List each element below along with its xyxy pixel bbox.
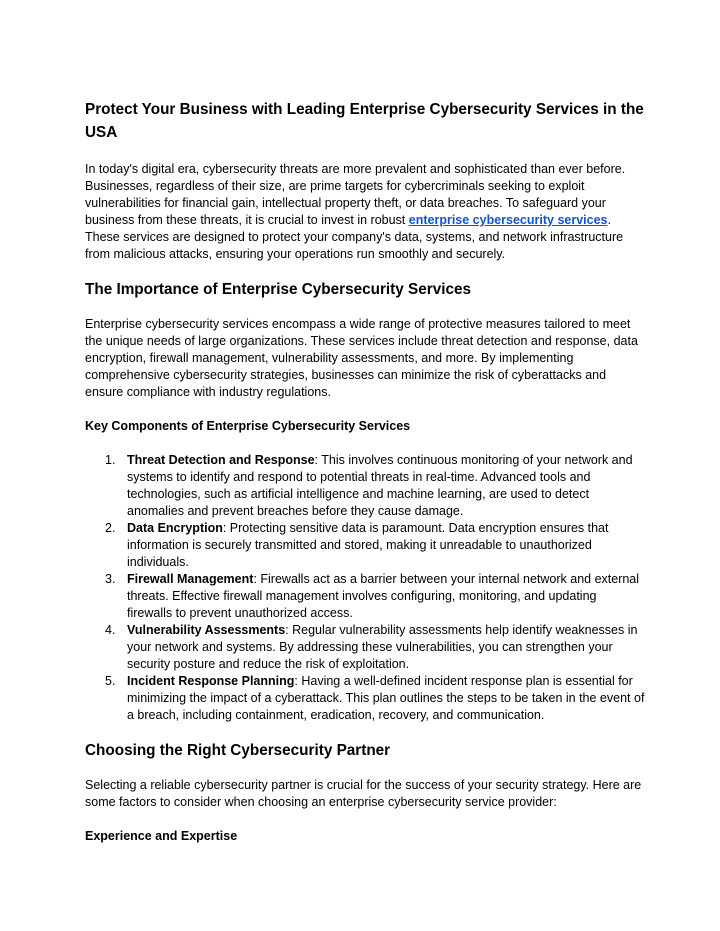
list-item-description: : Protecting sensitive data is paramount. Data encryption ensures that information is securely transmitted and stored, making it unreadable to unauthorized individuals. — [127, 521, 609, 569]
list-item-term: Threat Detection and Response — [127, 453, 315, 467]
intro-text-before-link: In today's digital era, cybersecurity threats are more prevalent and sophisticated than ever before. Businesses, regardless of their size, are prime targets for cybercriminals seeking to exploit vulnerabilities for financial gain, intellectual property theft, or data breaches. To safeguard your business from these threats, it is crucial to invest in robust — [85, 162, 626, 227]
partner-heading: Choosing the Right Cybersecurity Partner — [85, 742, 391, 759]
enterprise-cybersecurity-services-link[interactable]: enterprise cybersecurity services — [408, 213, 608, 227]
list-item-number: 3. — [105, 572, 116, 586]
list-item-term: Firewall Management — [127, 572, 254, 586]
intro-paragraph — [85, 161, 645, 263]
partner-paragraph: Selecting a reliable cybersecurity partner is crucial for the success of your security strategy. Here are some factors to consider when choosing an enterprise cybersecurity service provider: — [85, 778, 642, 809]
components-list — [85, 452, 645, 724]
document-page — [85, 98, 645, 862]
list-item-description: : Firewalls act as a barrier between your internal network and external threats. Effective firewall management involves configuring, monitoring, and updating firewalls to prevent unauthorized access. — [127, 572, 640, 620]
list-item-term: Data Encryption — [127, 521, 223, 535]
importance-paragraph: Enterprise cybersecurity services encompass a wide range of protective measures tailored to meet the unique needs of large organizations. These services include threat detection and response, data encryption, firewall management, vulnerability assessments, and more. By implementing comprehensive cybersecurity strategies, businesses can minimize the risk of cyberattacks and ensure compliance with industry regulations. — [85, 317, 638, 399]
list-item-number: 1. — [105, 453, 116, 467]
list-item — [85, 452, 645, 520]
list-item-term: Vulnerability Assessments — [127, 623, 286, 637]
list-item-description: : Regular vulnerability assessments help identify weaknesses in your network and systems. By addressing these vulnerabilities, you can strengthen your security posture and reduce the risk of exploitation. — [127, 623, 638, 671]
list-item-number: 4. — [105, 623, 116, 637]
importance-heading: The Importance of Enterprise Cybersecurity Services — [85, 281, 471, 298]
list-item-description: : This involves continuous monitoring of your network and systems to identify and respond to potential threats in real-time. Advanced tools and technologies, such as artificial intelligence and machine learning, are used to detect anomalies and prevent breaches before they cause damage. — [127, 453, 633, 518]
list-item-description: : Having a well-defined incident response plan is essential for minimizing the impact of a cyberattack. This plan outlines the steps to be taken in the event of a breach, including containment, eradication, recovery, and communication. — [127, 674, 645, 722]
list-item — [85, 622, 645, 673]
list-item-number: 2. — [105, 521, 116, 535]
list-item-number: 5. — [105, 674, 116, 688]
list-item — [85, 673, 645, 724]
list-item — [85, 520, 645, 571]
components-heading: Key Components of Enterprise Cybersecurity Services — [85, 419, 411, 433]
page-title: Protect Your Business with Leading Enterprise Cybersecurity Services in the USA — [85, 101, 644, 141]
list-item-term: Incident Response Planning — [127, 674, 295, 688]
intro-text-after-link: . These services are designed to protect your company's data, systems, and network infrastructure from malicious attacks, ensuring your operations run smoothly and securely. — [85, 213, 624, 261]
list-item — [85, 571, 645, 622]
experience-subheading: Experience and Expertise — [85, 829, 238, 843]
